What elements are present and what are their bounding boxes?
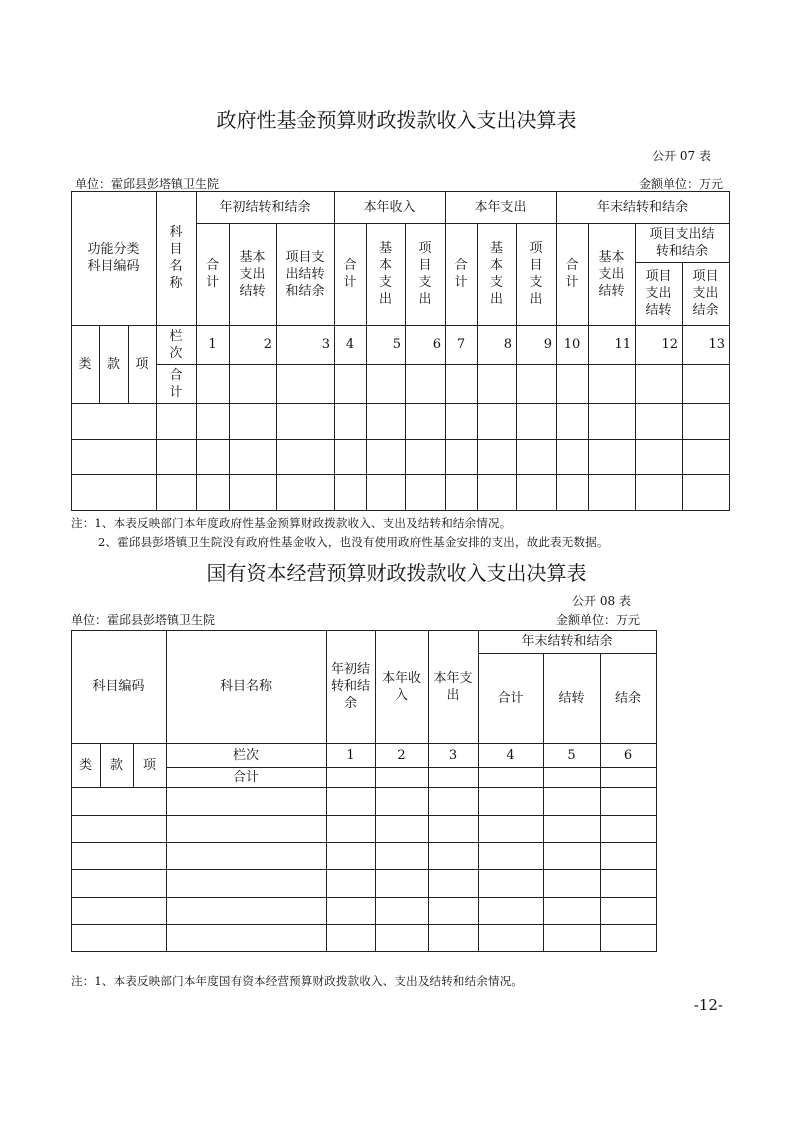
column-number-5: [543, 743, 600, 767]
header-begin-balance-text: 年初结转和结余: [219, 199, 311, 215]
grid-line: [71, 842, 657, 843]
grid-line: [156, 364, 730, 365]
header-code-group-text: 科目编码: [92, 679, 145, 694]
column-number-3: [276, 325, 334, 364]
header-begin-balance-text: 年初结转和结余: [331, 662, 371, 711]
header-begin-basic: [229, 223, 276, 325]
header-end-balance: [478, 630, 656, 653]
header-begin-total: [196, 223, 229, 325]
column-number-4-text: 4: [345, 337, 355, 352]
header-end-total: [478, 653, 543, 743]
header-begin-total-text: 合计: [206, 258, 220, 290]
header-kuan-text: 款: [109, 757, 123, 773]
column-number-7-text: 7: [456, 337, 466, 352]
table1-amount-unit: 金额单位：万元: [638, 177, 723, 191]
header-income-basic-text: 基本支出: [379, 241, 393, 307]
header-expense-basic-text: 基本支出: [490, 241, 504, 307]
column-number-6: [405, 325, 445, 364]
grid-line: [71, 869, 657, 870]
header-end-carry: [543, 653, 600, 743]
header-income-total: [334, 223, 366, 325]
grid-line: [71, 510, 730, 511]
header-code-group-text: 功能分类科目编码: [87, 242, 140, 274]
column-number-11-text: 11: [614, 337, 631, 352]
header-end-total-text: 合计: [497, 690, 524, 706]
column-number-9: [516, 325, 556, 364]
row-label-total-text: 合计: [169, 367, 183, 400]
header-begin-balance: [326, 630, 375, 743]
column-number-3-text: 3: [448, 747, 458, 763]
header-expense-project-text: 项目支出: [529, 241, 543, 307]
column-number-2: [229, 325, 276, 364]
header-end-total: [556, 223, 588, 325]
column-number-6: [600, 743, 656, 767]
header-lei-text: 类: [78, 356, 92, 372]
column-number-1: [326, 743, 375, 767]
column-number-3: [428, 743, 478, 767]
column-number-13-text: 13: [708, 337, 725, 352]
column-number-2: [375, 743, 428, 767]
header-code-group: [71, 191, 156, 325]
header-income-project-text: 项目支出: [418, 241, 432, 307]
header-subject-name-text: 科目名称: [169, 225, 183, 291]
header-income-basic: [366, 223, 405, 325]
header-end-project: [635, 223, 729, 262]
row-label-column-numbers-text: 栏次: [169, 328, 183, 361]
table1-unit-label: 单位：霍邱县彭塔镇卫生院: [75, 177, 220, 191]
column-number-5: [366, 325, 405, 364]
header-income-total-text: 合计: [343, 258, 357, 290]
header-income-text: 本年收入: [382, 670, 422, 703]
header-end-total-text: 合计: [565, 258, 579, 290]
table2-code: 公开 08 表: [572, 594, 631, 608]
grid-line: [71, 403, 730, 404]
header-expense-text: 本年支出: [433, 670, 473, 703]
grid-line: [71, 897, 657, 898]
column-number-1: [196, 325, 229, 364]
header-xiang-text: 项: [142, 757, 156, 773]
header-end-balance: [556, 191, 729, 223]
header-end-surplus: [600, 653, 656, 743]
header-expense-project: [516, 223, 556, 325]
header-lei: [71, 325, 99, 403]
grid-line: [71, 815, 657, 816]
table1-note-2: 2、霍邱县彭塔镇卫生院没有政府性基金收入，也没有使用政府性基金安排的支出，故此表无数据。: [98, 535, 609, 549]
row-label-column-numbers: [156, 325, 196, 364]
grid-line: [71, 474, 730, 475]
header-end-project-carry-text: 项目支出结转: [645, 269, 672, 318]
header-begin-project: [276, 223, 334, 325]
header-expense-total: [445, 223, 477, 325]
header-expense-basic: [477, 223, 516, 325]
table1-code: 公开 07 表: [652, 149, 711, 163]
column-number-2-text: 2: [397, 747, 406, 763]
column-number-4: [478, 743, 543, 767]
header-end-project-surplus-text: 项目支出结余: [692, 269, 719, 318]
header-code-group: [71, 630, 166, 743]
header-end-basic: [588, 223, 635, 325]
table2-unit-label: 单位：霍邱县彭塔镇卫生院: [71, 613, 216, 627]
column-number-8: [477, 325, 516, 364]
table1-note-1: 注：1、本表反映部门本年度政府性基金预算财政拨款收入、支出及结转和结余情况。: [71, 516, 512, 530]
column-number-10: [556, 325, 588, 364]
header-kuan: [99, 325, 128, 403]
header-subject-name: [156, 191, 196, 325]
header-end-project-text: 项目支出结转和结余: [649, 226, 715, 259]
header-end-project-surplus: [682, 262, 729, 325]
header-kuan: [100, 743, 133, 787]
row-label-column-numbers: [166, 743, 326, 767]
grid-line: [71, 787, 657, 788]
column-number-12-text: 12: [661, 337, 678, 352]
header-lei: [71, 743, 100, 787]
header-income-text: 本年收入: [363, 199, 416, 215]
column-number-6-text: 6: [432, 337, 441, 352]
header-income-project: [405, 223, 445, 325]
header-end-balance-text: 年末结转和结余: [596, 199, 688, 215]
row-label-total: [166, 767, 326, 787]
header-subject-name-text: 科目名称: [219, 679, 272, 694]
column-number-4-text: 4: [506, 747, 515, 763]
header-lei-text: 类: [78, 757, 92, 773]
page-number: -12-: [693, 996, 723, 1014]
row-label-total: [156, 364, 196, 403]
column-number-11: [588, 325, 635, 364]
header-end-basic-text: 基本支出结转: [598, 249, 625, 299]
table2-amount-unit: 金额单位：万元: [556, 613, 641, 627]
header-expense: [428, 630, 478, 743]
header-expense-text: 本年支出: [474, 199, 527, 215]
column-number-12: [635, 325, 682, 364]
column-number-6-text: 6: [623, 747, 633, 763]
header-xiang: [133, 743, 166, 787]
table2-note-1: 注：1、本表反映部门本年度国有资本经营预算财政拨款收入、支出及结转和结余情况。: [71, 974, 524, 988]
column-number-2-text: 2: [263, 337, 272, 352]
column-number-10-text: 10: [563, 337, 581, 352]
header-xiang: [128, 325, 156, 403]
table2-border-right: [656, 630, 657, 952]
header-begin-project-text: 项目支出结转和结余: [285, 249, 325, 299]
column-number-5-text: 5: [392, 337, 401, 352]
column-number-1-text: 1: [346, 747, 355, 763]
column-number-3-text: 3: [321, 337, 330, 352]
header-income: [375, 630, 428, 743]
header-begin-basic-text: 基本支出结转: [239, 249, 266, 299]
header-end-carry-text: 结转: [558, 690, 585, 706]
header-income: [334, 191, 445, 223]
header-end-balance-text: 年末结转和结余: [521, 634, 613, 649]
column-number-8-text: 8: [503, 337, 512, 352]
row-label-total-text: 合计: [232, 769, 259, 785]
header-expense-total-text: 合计: [454, 258, 468, 290]
column-number-4: [334, 325, 366, 364]
header-begin-balance: [196, 191, 334, 223]
grid-line: [71, 439, 730, 440]
table2-title: 国有资本经营预算财政拨款收入支出决算表: [206, 561, 587, 585]
header-end-project-carry: [635, 262, 682, 325]
column-number-7: [445, 325, 477, 364]
header-kuan-text: 款: [106, 356, 120, 372]
header-subject-name: [166, 630, 326, 743]
grid-line: [71, 924, 657, 925]
header-expense: [445, 191, 556, 223]
table1-title: 政府性基金预算财政拨款收入支出决算表: [216, 108, 577, 132]
header-end-surplus-text: 结余: [614, 690, 641, 706]
header-xiang-text: 项: [135, 356, 149, 372]
column-number-9-text: 9: [543, 337, 552, 352]
grid-line: [71, 951, 657, 952]
column-number-1-text: 1: [208, 337, 217, 352]
row-label-column-numbers-text: 栏次: [232, 747, 259, 763]
table1-border-right: [729, 191, 730, 511]
column-number-5-text: 5: [567, 747, 576, 763]
column-number-13: [682, 325, 729, 364]
